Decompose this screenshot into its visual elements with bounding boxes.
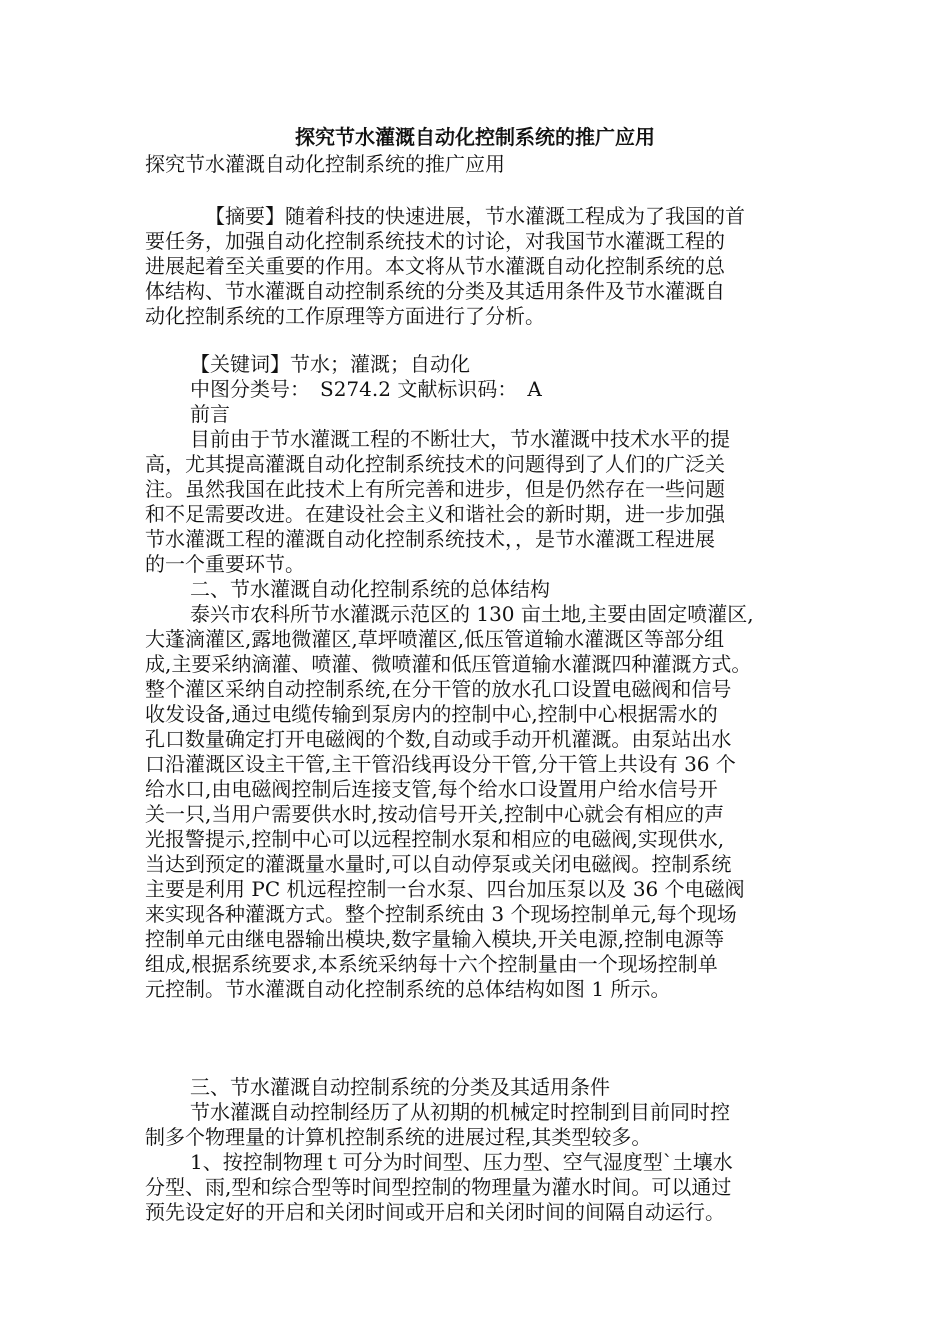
classification: 中图分类号： S274.2 文献标识码： A bbox=[190, 377, 542, 401]
section-3-line: 预先设定好的开启和关闭时间或开启和关闭时间的间隔自动运行。 bbox=[145, 1200, 725, 1224]
document-title: 探究节水灌溉自动化控制系统的推广应用 bbox=[295, 125, 655, 149]
section-2-line: 关一只,当用户需要供水时,按动信号开关,控制中心就会有相应的声 bbox=[145, 802, 725, 826]
preface-line: 注。虽然我国在此技术上有所完善和进步，但是仍然存在一些问题 bbox=[145, 477, 725, 501]
section-3-line: 分型、雨,型和综合型等时间型控制的物理量为灌水时间。可以通过 bbox=[145, 1175, 732, 1199]
section-2-line: 整个灌区采纳自动控制系统,在分干管的放水孔口设置电磁阀和信号 bbox=[145, 677, 732, 701]
section-2-line: 收发设备,通过电缆传输到泵房内的控制中心,控制中心根据需水的 bbox=[145, 702, 718, 726]
section-3-heading: 三、节水灌溉自动控制系统的分类及其适用条件 bbox=[190, 1075, 610, 1099]
preface-line: 高，尤其提高灌溉自动化控制系统技术的问题得到了人们的广泛关 bbox=[145, 452, 725, 476]
section-2-line: 大蓬滴灌区,露地微灌区,草坪喷灌区,低压管道输水灌溉区等部分组 bbox=[145, 627, 725, 651]
section-3-line: 制多个物理量的计算机控制系统的进展过程,其类型较多。 bbox=[145, 1125, 652, 1149]
section-2-line: 组成,根据系统要求,本系统采纳每十六个控制量由一个现场控制单 bbox=[145, 952, 718, 976]
section-2-line: 口沿灌溉区设主干管,主干管沿线再设分干管,分干管上共设有 36 个 bbox=[145, 752, 736, 776]
abstract-line: 动化控制系统的工作原理等方面进行了分析。 bbox=[145, 304, 545, 328]
section-2-heading: 二、节水灌溉自动化控制系统的总体结构 bbox=[190, 577, 550, 601]
keywords: 【关键词】节水；灌溉；自动化 bbox=[190, 352, 470, 376]
section-2-line: 成,主要采纳滴灌、喷灌、微喷灌和低压管道输水灌溉四种灌溉方式。 bbox=[145, 652, 752, 676]
preface-heading: 前言 bbox=[190, 402, 230, 426]
section-3-line: 节水灌溉自动控制经历了从初期的机械定时控制到目前同时控 bbox=[190, 1100, 730, 1124]
section-2-line: 光报警提示,控制中心可以远程控制水泵和相应的电磁阀,实现供水, bbox=[145, 827, 725, 851]
section-2-line: 元控制。节水灌溉自动化控制系统的总体结构如图 1 所示。 bbox=[145, 977, 671, 1001]
section-2-line: 主要是利用 PC 机远程控制一台水泵、四台加压泵以及 36 个电磁阀 bbox=[145, 877, 745, 901]
abstract-line: 要任务，加强自动化控制系统技术的讨论，对我国节水灌溉工程的 bbox=[145, 229, 725, 253]
section-2-line: 孔口数量确定打开电磁阀的个数,自动或手动开机灌溉。由泵站出水 bbox=[145, 727, 732, 751]
preface-line: 和不足需要改进。在建设社会主义和谐社会的新时期，进一步加强 bbox=[145, 502, 725, 526]
abstract-line: 【摘要】随着科技的快速进展，节水灌溉工程成为了我国的首 bbox=[205, 204, 745, 228]
section-2-line: 控制单元由继电器输出模块,数字量输入模块,开关电源,控制电源等 bbox=[145, 927, 725, 951]
abstract-line: 进展起着至关重要的作用。本文将从节水灌溉自动化控制系统的总 bbox=[145, 254, 725, 278]
section-2-line: 泰兴市农科所节水灌溉示范区的 130 亩土地,主要由固定喷灌区, bbox=[190, 602, 754, 626]
preface-line: 节水灌溉工程的灌溉自动化控制系统技术，，是节水灌溉工程进展 bbox=[145, 527, 715, 551]
document-subtitle: 探究节水灌溉自动化控制系统的推广应用 bbox=[145, 152, 505, 176]
section-2-line: 当达到预定的灌溉量水量时,可以自动停泵或关闭电磁阀。控制系统 bbox=[145, 852, 732, 876]
section-3-line: 1、按控制物理ｔ可分为时间型、压力型、空气湿度型`土壤水 bbox=[190, 1150, 733, 1174]
section-2-line: 给水口,由电磁阀控制后连接支管,每个给水口设置用户给水信号开 bbox=[145, 777, 718, 801]
preface-line: 的一个重要环节。 bbox=[145, 552, 305, 576]
section-2-line: 来实现各种灌溉方式。整个控制系统由 3 个现场控制单元,每个现场 bbox=[145, 902, 737, 926]
preface-line: 目前由于节水灌溉工程的不断壮大，节水灌溉中技术水平的提 bbox=[190, 427, 730, 451]
abstract-line: 体结构、节水灌溉自动控制系统的分类及其适用条件及节水灌溉自 bbox=[145, 279, 725, 303]
